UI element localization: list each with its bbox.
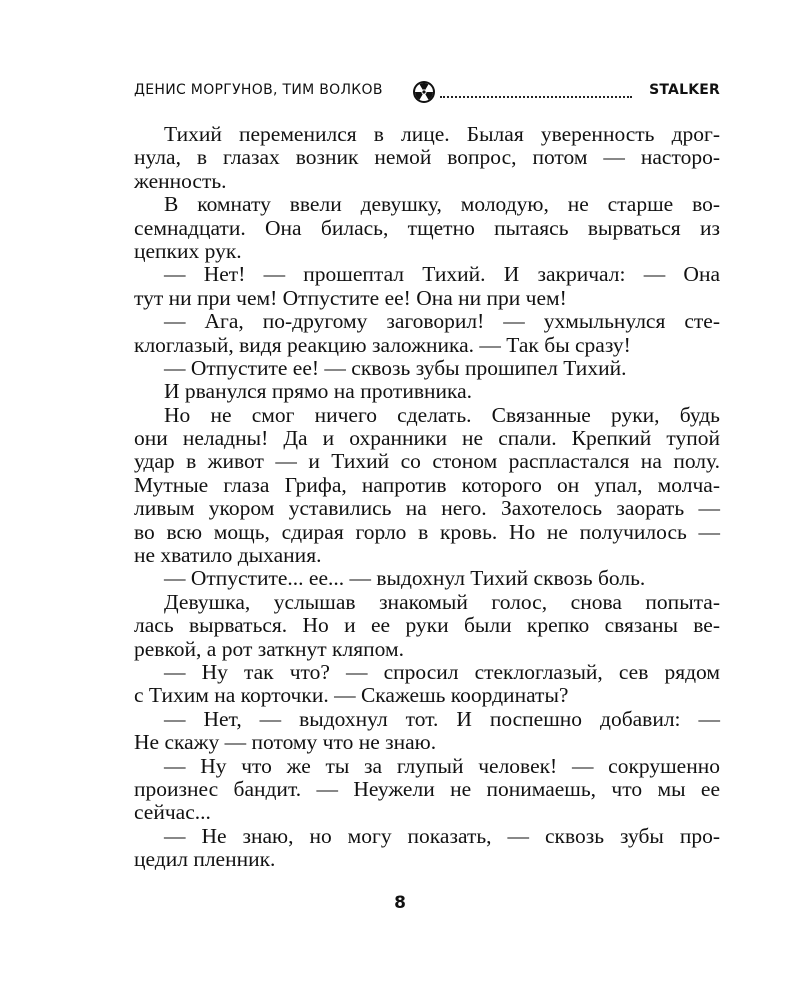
text-line: удар в живот — и Тихий со стоном распластался на полу. <box>134 449 720 474</box>
text-line: во всю мощь, сдирая горло в кровь. Но не получилось — <box>134 519 720 544</box>
text-line: — Ну что же ты за глупый человек! — сокрушенно <box>164 753 720 778</box>
text-line: — Нет! — прошептал Тихий. И закричал: — Она <box>164 262 720 287</box>
text-line: И рванулся прямо на противника. <box>164 379 473 404</box>
text-line: цедил пленник. <box>134 847 276 872</box>
text-line: клоглазый, видя реакцию заложника. — Так бы сразу! <box>134 332 631 357</box>
page-number: 8 <box>394 893 406 913</box>
text-line: — Не знаю, но могу показать, — сквозь зубы про- <box>164 823 720 848</box>
text-line: Но не смог ничего сделать. Связанные руки, будь <box>164 402 720 427</box>
text-line: — Отпустите... ее... — выдохнул Тихий сквозь боль. <box>164 566 646 591</box>
text-line: Тихий переменился в лице. Былая уверенность дрог- <box>164 122 720 146</box>
header-author: ДЕНИС МОРГУНОВ, ТИМ ВОЛКОВ <box>134 82 383 98</box>
body-text <box>134 123 720 872</box>
text-line: лась вырваться. Но и ее руки были крепко связаны ве- <box>134 613 720 638</box>
text-line: — Ну так что? — спросил стеклоглазый, сев рядом <box>164 659 720 684</box>
text-line: — Ага, по-другому заговорил! — ухмыльнулся сте- <box>164 309 720 334</box>
text-line: Девушка, услышав знакомый голос, снова попыта- <box>164 589 720 614</box>
text-line: не хватило дыхания. <box>134 543 322 568</box>
text-line: цепких рук. <box>134 238 242 263</box>
text-line: В комнату ввели девушку, молодую, не старше во- <box>164 192 720 217</box>
text-line: Не скажу — потому что не знаю. <box>134 730 437 755</box>
text-line: сейчас... <box>134 800 211 825</box>
text-line: женность. <box>134 168 227 193</box>
text-line: с Тихим на корточки. — Скажешь координаты? <box>134 683 569 708</box>
header-dotted-rule <box>440 96 632 98</box>
text-line: ревкой, а рот заткнут кляпом. <box>134 636 404 661</box>
text-line: — Отпустите ее! — сквозь зубы прошипел Тихий. <box>164 355 627 380</box>
text-line: семнадцати. Она билась, тщетно пытаясь вырваться из <box>134 215 720 240</box>
text-line: произнес бандит. — Неужели не понимаешь, что мы ее <box>134 776 720 801</box>
text-line: — Нет, — выдохнул тот. И поспешно добавил: — <box>164 706 720 731</box>
running-header <box>134 80 720 106</box>
radiation-icon <box>412 80 436 104</box>
text-line: ливым укором уставились на него. Захотелось заорать — <box>134 496 720 521</box>
text-line: тут ни при чем! Отпустите ее! Она ни при чем! <box>134 285 567 310</box>
text-line: они неладны! Да и охранники не спали. Крепкий тупой <box>134 426 720 451</box>
header-series: STALKER <box>649 82 720 98</box>
text-line: нула, в глазах возник немой вопрос, потом — насторо- <box>134 145 720 170</box>
text-line: Мутные глаза Грифа, напротив которого он упал, молча- <box>134 472 720 497</box>
